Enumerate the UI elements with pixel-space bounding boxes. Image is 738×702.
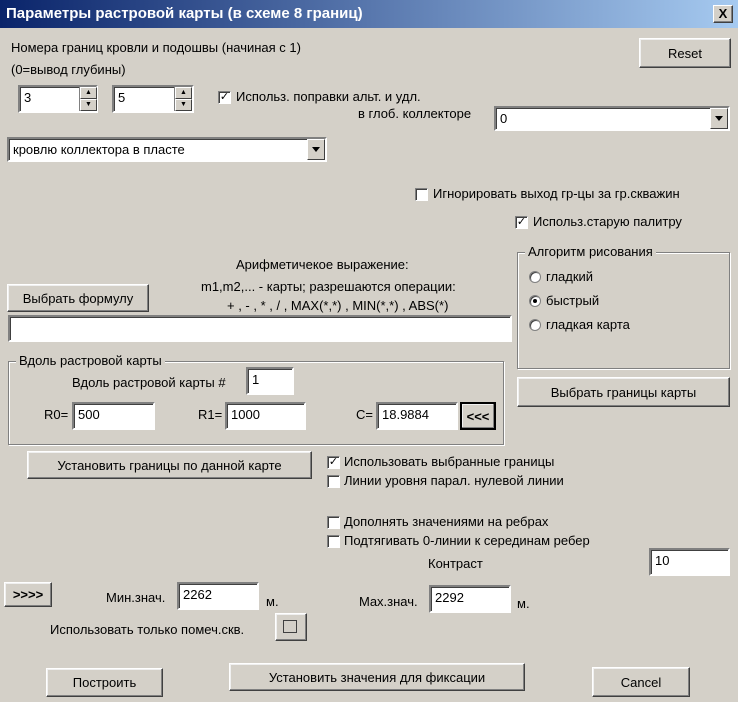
algorithm-radio-smooth-map[interactable] bbox=[529, 319, 541, 331]
set-bounds-button[interactable]: Установить границы по данной карте bbox=[27, 451, 312, 479]
r1-input[interactable] bbox=[225, 402, 306, 430]
c-input[interactable] bbox=[376, 402, 458, 430]
max-value-label: Max.знач. bbox=[359, 594, 418, 609]
collector-value: кровлю коллектора в пласте bbox=[13, 142, 185, 157]
old-palette-checkbox[interactable]: ✓ bbox=[516, 216, 527, 228]
square-icon bbox=[283, 620, 297, 633]
formula-input[interactable] bbox=[8, 315, 512, 342]
select-formula-button[interactable]: Выбрать формулу bbox=[7, 284, 149, 312]
close-button[interactable] bbox=[713, 5, 733, 23]
formula-heading: Арифметичекое выражение: bbox=[236, 257, 409, 272]
pull-zero-lines-checkbox[interactable] bbox=[327, 535, 340, 548]
collector-dropdown[interactable] bbox=[307, 139, 325, 160]
algorithm-label-fast: быстрый bbox=[546, 293, 600, 308]
old-palette-label: Использ.старую палитру bbox=[533, 214, 682, 229]
pull-zero-lines-label: Подтягивать 0-линии к серединам ребер bbox=[344, 533, 590, 548]
algorithm-label-smooth-map: гладкая карта bbox=[546, 317, 630, 332]
collector-select[interactable] bbox=[7, 137, 327, 162]
level-lines-parallel-label: Линии уровня парал. нулевой линии bbox=[344, 473, 564, 488]
spin-up-icon[interactable]: ▲ bbox=[80, 87, 97, 99]
min-value-input[interactable] bbox=[177, 582, 259, 610]
max-value-input[interactable] bbox=[429, 585, 511, 613]
min-value: 2262 bbox=[183, 587, 212, 602]
only-marked-wells-toggle[interactable] bbox=[275, 613, 307, 641]
global-collector-label: в глоб. коллекторе bbox=[358, 106, 472, 121]
ignore-exit-label: Игнорировать выход гр-цы за гр.скважин bbox=[433, 186, 680, 201]
c-value: 18.9884 bbox=[382, 407, 429, 422]
global-collector-select[interactable] bbox=[494, 106, 730, 131]
spin-down-icon[interactable]: ▼ bbox=[80, 99, 97, 111]
raster-number-input[interactable] bbox=[246, 367, 294, 395]
min-value-label: Мин.знач. bbox=[106, 590, 166, 605]
formula-hint-1: m1,m2,... - карты; разрешаются операции: bbox=[201, 279, 456, 294]
r0-label: R0= bbox=[44, 407, 69, 422]
fill-edges-label: Дополнять значениями на ребрах bbox=[344, 514, 549, 529]
level-lines-parallel-checkbox[interactable] bbox=[327, 475, 340, 488]
formula-hint-2: + , - , * , / , MAX(*,*) , MIN(*,*) , ABS(*) bbox=[227, 298, 449, 313]
contrast-value: 10 bbox=[655, 553, 670, 568]
expand-button[interactable]: >>>> bbox=[4, 582, 52, 607]
title-bar bbox=[0, 0, 738, 28]
cancel-button[interactable]: Cancel bbox=[592, 667, 690, 697]
build-button[interactable]: Построить bbox=[46, 668, 163, 697]
use-corrections-checkbox[interactable]: ✓ bbox=[219, 91, 230, 103]
chevron-down-icon bbox=[312, 147, 320, 152]
algorithm-label-smooth: гладкий bbox=[546, 269, 594, 284]
max-value-unit: м. bbox=[517, 596, 530, 611]
algorithm-radio-fast[interactable] bbox=[529, 295, 541, 307]
raster-number-value: 1 bbox=[252, 372, 260, 387]
global-collector-value: 0 bbox=[500, 111, 508, 126]
min-value-unit: м. bbox=[266, 594, 279, 609]
global-collector-dropdown[interactable] bbox=[710, 108, 728, 129]
window-title: Параметры растровой карты (в схеме 8 границ) bbox=[6, 5, 363, 22]
boundaries-label: Номера границ кровли и подошвы (начиная с 1) bbox=[11, 40, 301, 55]
contrast-label: Контраст bbox=[428, 556, 483, 571]
top-boundary-value: 3 bbox=[24, 90, 32, 105]
bottom-boundary-value: 5 bbox=[118, 90, 126, 105]
boundaries-hint: (0=вывод глубины) bbox=[11, 62, 126, 77]
algorithm-title: Алгоритм рисования bbox=[525, 244, 656, 260]
select-map-bounds-button[interactable]: Выбрать границы карты bbox=[517, 377, 730, 407]
r1-label: R1= bbox=[198, 407, 223, 422]
r0-input[interactable] bbox=[72, 402, 155, 430]
contrast-input[interactable] bbox=[649, 548, 730, 576]
ignore-exit-checkbox[interactable] bbox=[415, 188, 428, 201]
spin-up-icon[interactable]: ▲ bbox=[175, 87, 192, 99]
use-corrections-label: Использ. поправки альт. и удл. bbox=[236, 89, 421, 104]
spin-down-icon[interactable]: ▼ bbox=[175, 99, 192, 111]
copy-c-button[interactable]: <<< bbox=[460, 402, 496, 430]
max-value: 2292 bbox=[435, 590, 464, 605]
raster-number-label: Вдоль растровой карты # bbox=[72, 375, 226, 390]
raster-group-title: Вдоль растровой карты bbox=[16, 353, 165, 369]
use-selected-bounds-checkbox[interactable]: ✓ bbox=[328, 456, 339, 468]
set-fix-values-button[interactable]: Установить значения для фиксации bbox=[229, 663, 525, 691]
c-label: C= bbox=[356, 407, 373, 422]
r0-value: 500 bbox=[78, 407, 100, 422]
reset-button[interactable]: Reset bbox=[639, 38, 731, 68]
r1-value: 1000 bbox=[231, 407, 260, 422]
close-icon: X bbox=[718, 6, 728, 21]
use-selected-bounds-label: Использовать выбранные границы bbox=[344, 454, 555, 469]
algorithm-radio-smooth[interactable] bbox=[529, 271, 541, 283]
bottom-boundary-spin-buttons[interactable] bbox=[174, 87, 192, 111]
fill-edges-checkbox[interactable] bbox=[327, 516, 340, 529]
chevron-down-icon bbox=[715, 116, 723, 121]
only-marked-wells-label: Использовать только помеч.скв. bbox=[50, 622, 245, 637]
top-boundary-spin-buttons[interactable] bbox=[79, 87, 97, 111]
